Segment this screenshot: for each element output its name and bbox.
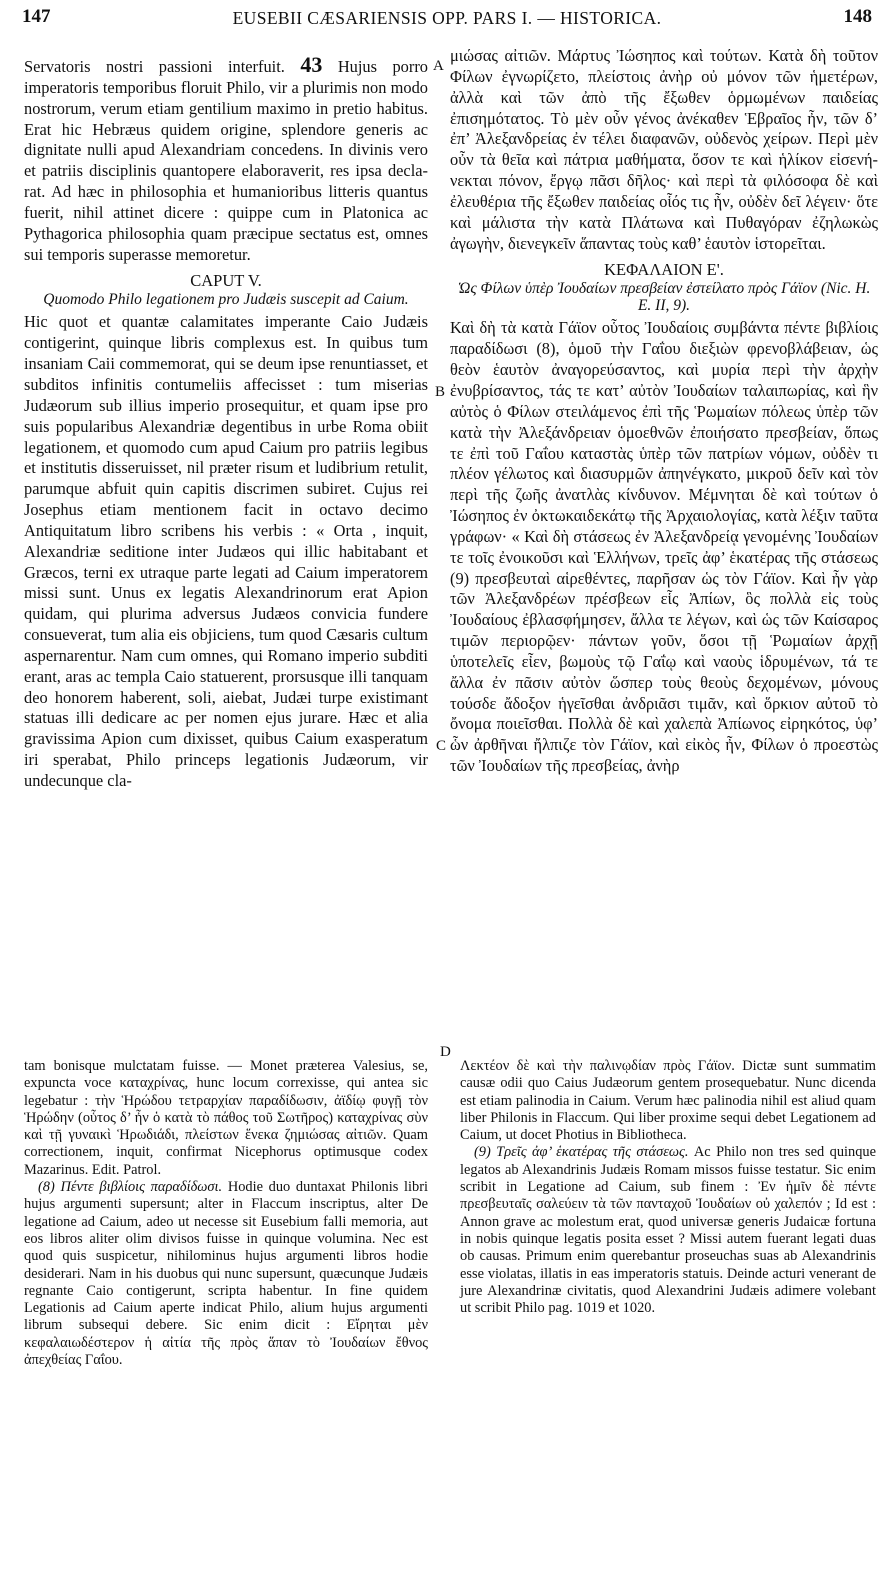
note-8-lemma: (8) Πέντε βιβλίοις παραδίδωσι. [38, 1179, 223, 1196]
margin-letter-a: A [433, 58, 444, 74]
latin-paragraph-2: Hic quot et quantæ calamitates imperante Caio Judæis contigerint, quinque libris complexus est. In quibus tum insaniam Caii commemorat, qui se deum ipse renuntiasset, et subditos infinitis contumeliis affecisset : tum miserias Judæorum sub illius imperio prosequitur, et quam ipse pro suis popularibus Alexandriæ degentibus in urbe Roma obiit legationem, et quomodo cum apud Caium pro patriis legibus et institutis disseruisset, nil præter risum et ludibrium retulit, parumque abfuit quin capitis discrimen subiret. Cujus rei Josephus etiam mentionem facit in octavo decimo Antiquitatum libro scribens his verbis : « Orta , inquit, Alexandriæ seditione inter Judæos qui illic habitabant et Græcos, terni ex utraque parte legati ad Caium imperatorem missi sunt. Unus ex legatis Alexandrinorum erat Apion quidam, qui plurima adversus Judæos convicia fundere consueverat, tum alia eis objiciens, tum quod Cæsaris cultum aspernarentur. Nam cum omnes, qui Romano imperio subditi erant, aras ac templa Caio statuerent, prorsusque illi tanquam deo honorem haberent, soli, aiebat, Judæi turpe existimant statuas illi dedicare ac per nomen ejus jurare. Hæc et alia gravissima Apion cum dixisset, quibus Caium exasperatum iri sperabat, Philo princeps legationis Judæorum, vir undecunque cla- [24, 312, 428, 790]
page-number-right: 148 [843, 6, 872, 27]
margin-letter-c: C [436, 738, 447, 754]
note-right-1: Λεκτέον δὲ καὶ τὴν παλινῳδίαν πρὸς Γάϊον. Dictæ sunt summatim causæ odii quo Caius Judæorum gentem prosequebatur. Nunc dicenda est etiam palinodia in Caium. Verum hæc palinodia nihil est aliud quam liber Philonis in Flaccum. Qui liber proxime sequi debet Legationem ad Caium, ut docet Photius in Bibliotheca. [460, 1058, 876, 1144]
note-9-text: Ac Philo non tres sed quinque legatos ab Alexandrinis Judæis Romam missos fuisse testatur. Sic enim scribit in Legatione ad Caium, sub finem : Ἐν ἡμῖν δὲ πέντε πρεσβευταῖς σαλεύειν τὰ τῶν πανταχοῦ Ἰουδαίων οὐ χαλεπόν ; Id est : Annon grave ac molestum erat, quod universæ generis Judaicæ fortuna in nobis quinque legatis posita esset ? Missi autem fuerant legati duas ob causas. Primum enim querebantur proseuchas suas ab Alexandrinis esse violatas, illatis in eas imperatoris statuis. Deinde acturi venerant de jure Alexandrinæ civitatis, quod Alexandrini Judæis adimere volebant ut scribit Philo pag. 1019 et 1020. [460, 1144, 876, 1317]
notes-left [24, 1058, 428, 1369]
note-8 [24, 1179, 428, 1369]
latin-p1-text: Hujus porro imperatoris temporibus floruit Philo, vir a plurimis non modo nostrorum, verum etiam gentilium maximo in pretio habitus. Erat hic Hebræus quidem origine, splendore generis ac dignitate nulli apud Alexandriam concedens. In divinis vero et patriis disciplinis quantopere elaboraverit, res ipsa declarat. Ad hæc in philosophia et humanioribus litteris quantus fuerit, nihil attinet dicere : quippe cum in Platonica ac Pythagorica philosophia quam præcipue sectatus est, omnes sui temporis superasse memoretur. [24, 57, 428, 264]
note-left-1: tam bonisque mulctatam fuisse. — Monet præterea Valesius, se, expuncta voce καταχρίνας, hunc locum correxisse, qui antea sic legebatur : τὴν Ἡρώδου τετραρχίαν παραδίδωσιν, ἀϊδίῳ φυγῇ τὸν Ἡρώδην (οὗτος δ’ ἦν ὁ κατὰ τὸ πάθος τοῦ Σωτῆρος) καταχρίνας σὺν καὶ τῇ γυναικὶ Ἡρωδιάδι, πλείστων ἕνεκα ζημιώσας αἰτιῶν. Quam correctionem, inquit, confirmat Nicephorus optimusque codex Mazarinus. Edit. Patrol. [24, 1058, 428, 1178]
notes-right [460, 1058, 876, 1317]
margin-letter-d: D [440, 1044, 451, 1060]
latin-paragraph-1 [24, 52, 428, 265]
greek-chapter-title: ΚΕΦΑΛΑΙΟΝ Ε'. [604, 260, 724, 280]
greek-paragraph-2: Καὶ δὴ τὰ κατὰ Γάϊον οὗτος Ἰουδαίοις συμβάντα πέντε βιβλίοις παραδίδωσι (8), ὁμοῦ τὴν Γαΐου διεξιὼν φρενοβλάβειαν, ὡς θεὸν ἑαυτὸν ἀναγορεύσαντος, καὶ μυρία περὶ τὴν ἀρχὴν ἐνυβρίσαντος, τάς τε κατ’ αὐτὸν Ἰουδαίων ταλαιπωρίας, καὶ ἣν αὐτὸς ὁ Φίλων στειλάμενος ἐπὶ τῆς Ῥωμαίων πόλεως ὑπὲρ τῶν κατὰ τὴν Ἀλεξάνδρειαν ὁμοεθνῶν ἐποιήσατο πρεσβείαν, ὅπως τε ἐπὶ τοῦ Γαΐου καταστὰς ὑπὲρ τῶν πατρίων νόμων, οὐδὲν τι πλέον γέλωτος καὶ διασυρμῶν ἀπηνέγκατο, μικροῦ δεῖν καὶ τὸν περὶ τῆς ζωῆς ἀνατλὰς κίνδυνον. Μέμνηται δὲ καὶ τούτων ὁ Ἰώσηπος ἐν ὀκτωκαιδεκάτῳ τῆς Ἀρχαιολογίας, κατὰ λέξιν ταῦτα γράφων· « Καὶ δὴ στάσεως ἐν Ἀλεξανδρείᾳ γενομένης Ἰουδαίων τε τοῖς ἐνοικοῦσι καὶ Ἑλλήνων, τρεῖς ἀφ’ ἑκατέρας τῆς στάσεως (9) πρεσβευταὶ αἱρεθέντες, παρῆσαν ὡς τὸν Γάϊον. Καὶ ἦν γὰρ τῶν Ἀλεξανδρέων πρέσβεων εἷς Ἀπίων, ὃς πολλὰ εἰς τοὺς Ἰουδαίους ἐβλασφήμησεν, ἄλλα τε λέγων, καὶ ὡς τῶν Καίσαρος τιμῶν περιορῷεν· πάντων γοῦν, ὅσοι τῇ Ῥωμαίων ἀρχῇ ὑποτελεῖς εἶεν, βωμοὺς τῷ Γαΐῳ καὶ ναοὺς ἱδρυμένων, τά τε ἄλλα ἐν πᾶσιν αὐτὸν ὥσπερ τοὺς θεοὺς δεχομένων, μόνους τούσδε ἄδοξον ἡγεῖσθαι ἀνδριᾶσι τιμᾶν, καὶ ὅρκιον αὐτοῦ τὸ ὄνομα ποιεῖσθαι. Πολλὰ δὲ καὶ χαλεπὰ Ἀπίωνος εἰρηκότος, ὑφ’ ὧν ἀρθῆναι ἤλπιζε τὸν Γάϊον, καὶ εἰκὸς ἦν, Φίλων ὁ προεστὼς τῶν Ἰουδαίων τῆς πρεσβείας, ἀνὴρ [450, 318, 878, 776]
latin-chapter-subtitle: Quomodo Philo legationem pro Judæis suscepit ad Caium. [43, 291, 409, 309]
margin-letter-b: B [435, 384, 446, 400]
greek-column [450, 46, 878, 777]
page-header [22, 6, 872, 36]
note-9-lemma: (9) Τρεῖς ἀφ’ ἑκατέρας τῆς στάσεως. [474, 1144, 689, 1161]
section-number: 43 [300, 52, 323, 77]
page-number-left: 147 [22, 6, 51, 27]
running-title: EUSEBII CÆSARIENSIS OPP. PARS I. — HISTORICA. [232, 8, 662, 28]
latin-p1-start: Servatoris nostri passioni interfuit. [24, 57, 285, 76]
latin-chapter-title: CAPUT V. [190, 271, 262, 291]
latin-column [24, 52, 428, 792]
greek-chapter-subtitle: Ὡς Φίλων ὑπὲρ Ἰουδαίων πρεσβείαν ἐστείλατο πρὸς Γάϊον (Nic. H. E. II, 9). [457, 280, 871, 315]
note-9 [460, 1144, 876, 1317]
note-8-text: Hodie duo duntaxat Philonis libri hujus argumenti supersunt; alter in Flaccum inscriptus, alter De legatione ad Caium, adeo ut necesse sit Eusebium falli memoria, aut eos libros aliter olim divisos fuisse in quinque volumina. Nec est quod quis suspicetur, nihilominus hujus argumenti libros hodie desiderari. Nam in his duobus qui nunc supersunt, quæcunque Judæis regnante Caio contigerunt, scripta habentur. In fine quidem Legationis ad Caium aperte indicat Philo, alium hujus argumenti librum subsequi debere. Sic enim dicit : Εἴρηται μὲν κεφαλαιωδέστερον ἡ αἰτία τῆς πρὸς ἅπαν τὸ Ἰουδαίων ἔθνος ἀπεχθείας Γαΐου. [24, 1179, 428, 1369]
greek-paragraph-1: μιώσας αἰτιῶν. Μάρτυς Ἰώσηπος καὶ τούτων. Κατὰ δὴ τοῦτον Φίλων ἐγνωρίζετο, πλείστοις ἀνὴρ οὐ μόνον τῶν ἡμετέρων, ἀλλὰ καὶ τῶν ἀπὸ τῆς ἔξωθεν ὁρμωμένων παιδείας ἐπισημότατος. Τὸ μὲν οὖν γένος ἀνέκαθεν Ἑβραῖος ἦν, τῶν δ’ ἐπ’ Ἀλεξανδρείας ἐν τέλει διαφανῶν, οὐδενὸς χείρων. Περὶ μὲν οὖν τὰ θεῖα καὶ πάτρια μαθήματα, ὅσον τε καὶ ἡλίκον εἰσενήνεκται πόνον, ἔργῳ πᾶσι δῆλος· καὶ περὶ τὰ φιλόσοφα δὲ καὶ ἐλευθέρια τῆς ἔξωθεν παιδείας οἷός τις ἦν, οὐδὲν δεῖ λέγειν· ὅτε καὶ μάλιστα τὴν κατὰ Πλάτωνα καὶ Πυθαγόραν ἐζηλωκὼς ἀγωγὴν, διενεγκεῖν ἅπαντας τοὺς καθ’ ἑαυτὸν ἱστορεῖται. [450, 46, 878, 253]
